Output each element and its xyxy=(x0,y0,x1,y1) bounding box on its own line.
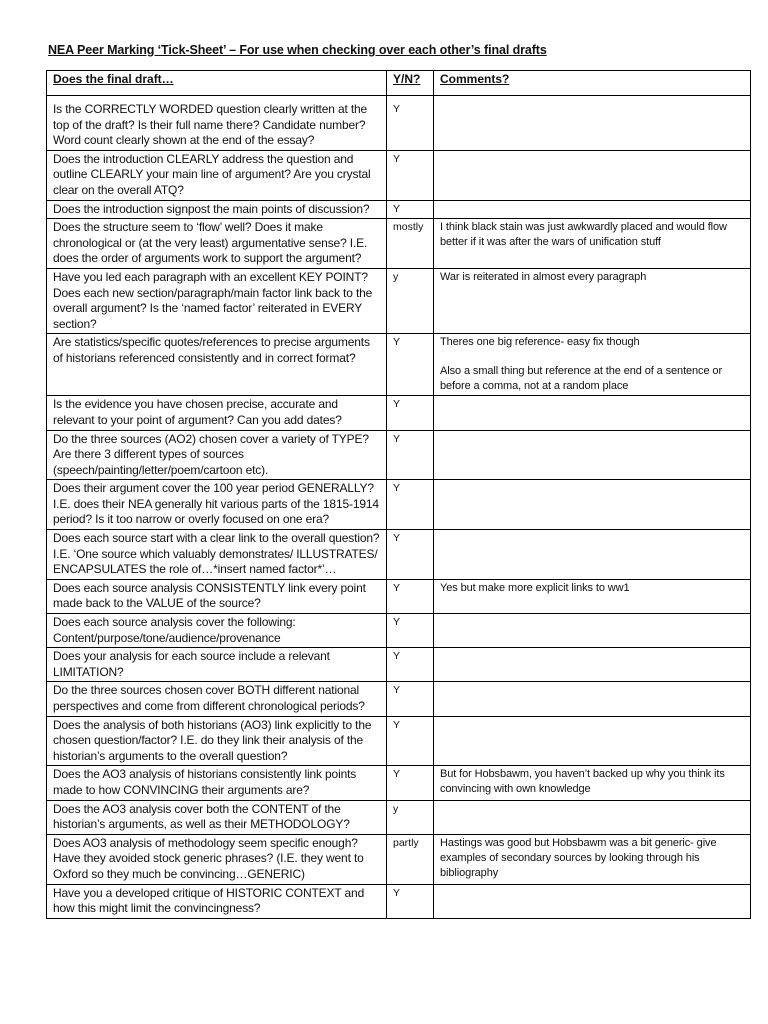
table-row xyxy=(47,150,751,200)
question-cell: Is the CORRECTLY WORDED question clearly written at the top of the draft? Is their full name there? Candidate number? Word count clearly shown at the end of the essay? xyxy=(47,96,387,151)
comment-text: War is reiterated in almost every paragraph xyxy=(440,270,647,283)
question-cell: Does your analysis for each source include a relevant LIMITATION? xyxy=(47,648,387,682)
comment-text: I think black stain was just awkwardly placed and would flow better if it was after the wars of unification stuff xyxy=(440,221,727,249)
yn-cell: Y xyxy=(387,716,434,766)
yn-cell: mostly xyxy=(387,219,434,269)
document-title: NEA Peer Marking ‘Tick-Sheet’ – For use when checking over each other’s final drafts xyxy=(48,43,547,57)
comments-cell xyxy=(434,614,751,648)
yn-cell: Y xyxy=(387,480,434,530)
table-row xyxy=(47,884,751,918)
tick-sheet-table xyxy=(46,70,751,919)
comments-cell xyxy=(434,200,751,219)
header-yn: Y/N? xyxy=(387,71,434,96)
table-row xyxy=(47,200,751,219)
header-comments: Comments? xyxy=(434,71,751,96)
table-row xyxy=(47,614,751,648)
question-cell: Does the introduction signpost the main points of discussion? xyxy=(47,200,387,219)
question-cell: Have you led each paragraph with an excellent KEY POINT? Does each new section/paragraph/main factor link back to the overall argument? Is the ‘named factor’ reiterated in EVERY section? xyxy=(47,268,387,333)
comments-cell xyxy=(434,150,751,200)
question-cell: Does the AO3 analysis of historians consistently link points made to how CONVINCING their arguments are? xyxy=(47,766,387,800)
table-body xyxy=(47,96,751,919)
comment-text: Hastings was good but Hobsbawm was a bit generic- give examples of secondary sources by looking through his bibliography xyxy=(440,836,717,879)
table-row xyxy=(47,800,751,834)
question-cell: Does each source analysis CONSISTENTLY link every point made back to the VALUE of the source? xyxy=(47,579,387,613)
question-cell: Do the three sources (AO2) chosen cover a variety of TYPE? Are there 3 different types of sources (speech/painting/letter/poem/cartoon etc). xyxy=(47,430,387,480)
comments-cell xyxy=(434,334,751,396)
yn-cell: Y xyxy=(387,150,434,200)
yn-cell: partly xyxy=(387,834,434,884)
comment-text: But for Hobsbawm, you haven’t backed up why you think its convincing with own knowledge xyxy=(440,768,725,796)
question-cell: Does each source analysis cover the following: Content/purpose/tone/audience/provenance xyxy=(47,614,387,648)
yn-cell: Y xyxy=(387,396,434,430)
comments-cell xyxy=(434,480,751,530)
table-row xyxy=(47,334,751,396)
question-cell: Does the AO3 analysis cover both the CONTENT of the historian’s arguments, as well as their METHODOLOGY? xyxy=(47,800,387,834)
comments-cell xyxy=(434,579,751,613)
comments-cell xyxy=(434,430,751,480)
question-cell: Does the structure seem to ‘flow’ well? Does it make chronological or (at the very least) argumentative sense? I.E. does the order of arguments work to support the argument? xyxy=(47,219,387,269)
comments-cell xyxy=(434,682,751,716)
table-row xyxy=(47,396,751,430)
yn-cell: Y xyxy=(387,579,434,613)
yn-cell: Y xyxy=(387,200,434,219)
yn-cell: Y xyxy=(387,884,434,918)
header-question: Does the final draft… xyxy=(47,71,387,96)
comments-cell xyxy=(434,96,751,151)
comments-cell xyxy=(434,834,751,884)
question-cell: Does AO3 analysis of methodology seem specific enough? Have they avoided stock generic phrases? (I.E. they went to Oxford so they much be convincing…GENERIC) xyxy=(47,834,387,884)
header-row xyxy=(47,71,751,96)
question-cell: Do the three sources chosen cover BOTH different national perspectives and come from different chronological periods? xyxy=(47,682,387,716)
yn-cell: Y xyxy=(387,430,434,480)
yn-cell: Y xyxy=(387,334,434,396)
yn-cell: Y xyxy=(387,96,434,151)
table-row xyxy=(47,834,751,884)
comments-cell xyxy=(434,396,751,430)
table-row xyxy=(47,530,751,580)
yn-cell: y xyxy=(387,800,434,834)
comments-cell xyxy=(434,219,751,269)
yn-cell: y xyxy=(387,268,434,333)
table-row xyxy=(47,648,751,682)
comments-cell xyxy=(434,530,751,580)
yn-cell: Y xyxy=(387,648,434,682)
question-cell: Does each source start with a clear link to the overall question? I.E. ‘One source which valuably demonstrates/ ILLUSTRATES/ ENCAPSULATES the role of…*insert named factor*’… xyxy=(47,530,387,580)
comments-cell xyxy=(434,648,751,682)
comment-text: Also a small thing but reference at the end of a sentence or before a comma, not at a random place xyxy=(440,365,723,393)
comments-cell xyxy=(434,766,751,800)
question-cell: Does their argument cover the 100 year period GENERALLY? I.E. does their NEA generally hit various parts of the 1815-1914 period? Is it too narrow or overly focused on one era? xyxy=(47,480,387,530)
table-row xyxy=(47,716,751,766)
question-cell: Does the introduction CLEARLY address the question and outline CLEARLY your main line of argument? Are you crystal clear on the overall ATQ? xyxy=(47,150,387,200)
comments-cell xyxy=(434,268,751,333)
table-row xyxy=(47,480,751,530)
table-row xyxy=(47,579,751,613)
question-cell: Are statistics/specific quotes/references to precise arguments of historians referenced consistently and in correct format? xyxy=(47,334,387,396)
comments-cell xyxy=(434,716,751,766)
comment-text: Yes but make more explicit links to ww1 xyxy=(440,581,630,594)
yn-cell: Y xyxy=(387,530,434,580)
comments-cell xyxy=(434,884,751,918)
question-cell: Have you a developed critique of HISTORIC CONTEXT and how this might limit the convincingness? xyxy=(47,884,387,918)
question-cell: Does the analysis of both historians (AO3) link explicitly to the chosen question/factor? I.E. do they link their analysis of the historian’s arguments to the overall question? xyxy=(47,716,387,766)
comments-cell xyxy=(434,800,751,834)
yn-cell: Y xyxy=(387,766,434,800)
table-row xyxy=(47,219,751,269)
yn-cell: Y xyxy=(387,682,434,716)
comment-text: Theres one big reference- easy fix though xyxy=(440,336,640,349)
table-row xyxy=(47,682,751,716)
table-row xyxy=(47,766,751,800)
table-row xyxy=(47,430,751,480)
table-row xyxy=(47,96,751,151)
yn-cell: Y xyxy=(387,614,434,648)
question-cell: Is the evidence you have chosen precise, accurate and relevant to your point of argument? Can you add dates? xyxy=(47,396,387,430)
table-row xyxy=(47,268,751,333)
